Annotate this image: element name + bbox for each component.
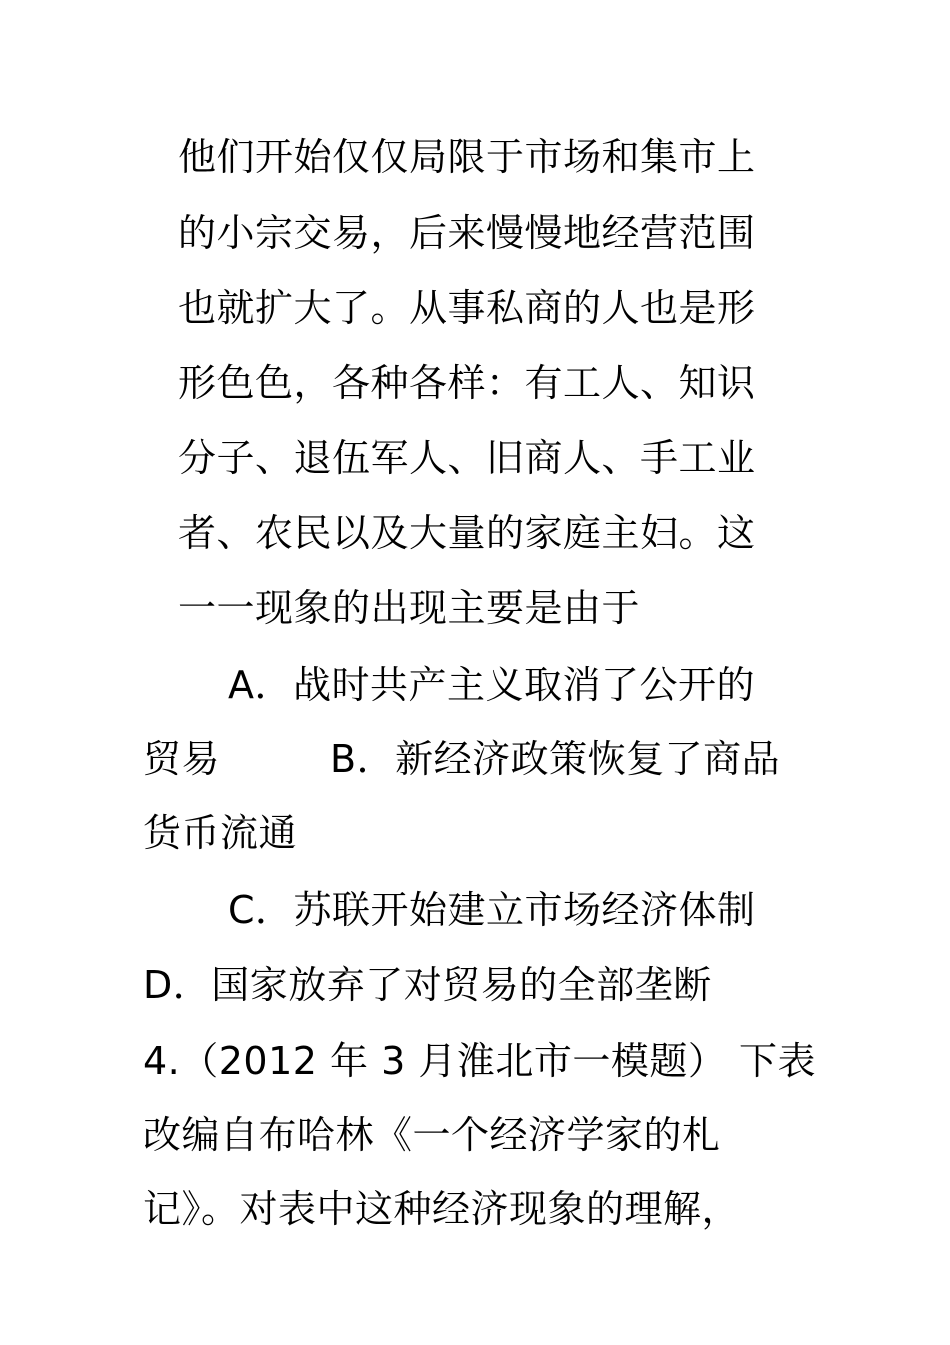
question-4-line-3: 记》。对表中这种经济现象的理解， (143, 1187, 741, 1231)
option-a-line-2: 贸易 (143, 737, 221, 781)
option-a-b-line (143, 734, 780, 784)
option-b: B．新经济政策恢复了商品 (330, 737, 781, 781)
passage-line-3: 也就扩大了。从事私商的人也是形 (178, 286, 756, 330)
option-a-line-1: A．战时共产主义取消了公开的 (228, 663, 755, 707)
passage-line-4: 形色色，各种各样：有工人、知识 (178, 361, 756, 405)
question-4-line-1: 4.（2012 年 3 月淮北市一模题） 下表 (143, 1039, 816, 1083)
option-b-line-2: 货币流通 (143, 811, 298, 855)
option-d: D．国家放弃了对贸易的全部垄断 (143, 963, 712, 1007)
passage-line-2: 的小宗交易，后来慢慢地经营范围 (178, 211, 756, 255)
question-4-line-2: 改编自布哈林《一个经济学家的札 (143, 1113, 721, 1157)
passage-line-6: 者、农民以及大量的家庭主妇。这 (178, 511, 756, 555)
passage-line-7: 一一现象的出现主要是由于 (178, 586, 641, 630)
option-c: C．苏联开始建立市场经济体制 (228, 888, 756, 932)
passage-line-5: 分子、退伍军人、旧商人、手工业 (178, 436, 756, 480)
passage-line-1: 他们开始仅仅局限于市场和集市上 (178, 135, 756, 179)
